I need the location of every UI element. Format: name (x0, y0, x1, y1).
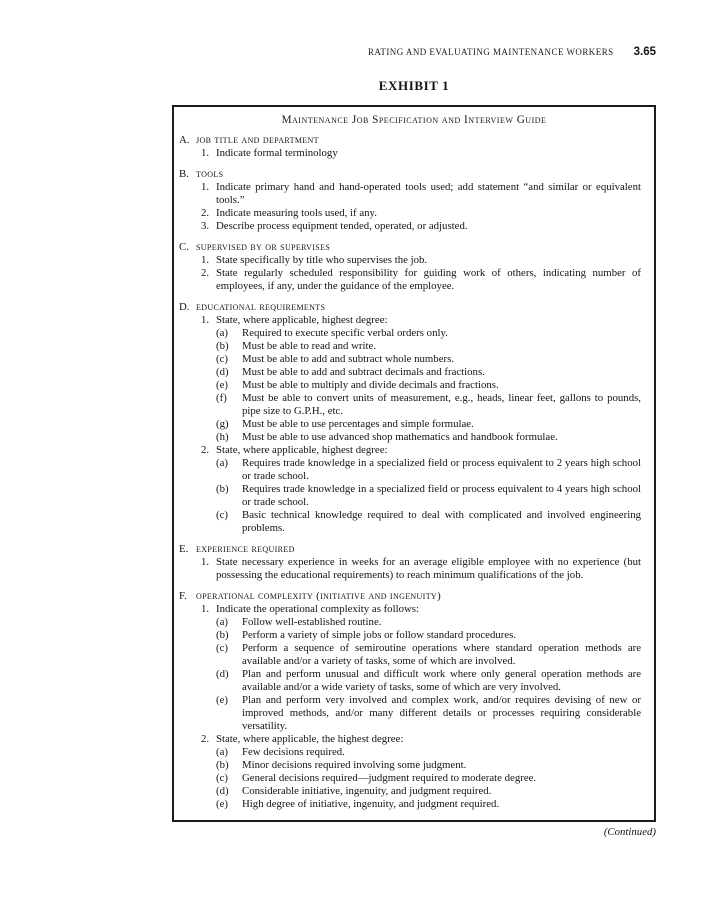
page-content (172, 46, 656, 838)
section (174, 241, 641, 293)
section (174, 590, 641, 811)
page-number: 3.65 (633, 46, 656, 58)
continued-note: (Continued) (603, 826, 656, 838)
section-title: supervised by or supervises (196, 241, 331, 253)
subitem-text: Must be able to add and subtract whole numbers. (242, 353, 454, 365)
subitem-label: (c) (216, 509, 228, 521)
subitem-label: (a) (216, 457, 228, 469)
item-text: State, where applicable, highest degree: (216, 314, 388, 326)
item-number: 1. (201, 181, 210, 193)
subitem-text: Plan and perform unusual and difficult work where only general operation methods are available and/or a wide variety of tasks, some of which are very involved. (242, 668, 641, 693)
running-head: RATING AND EVALUATING MAINTENANCE WORKERS (367, 47, 614, 57)
subitem-label: (c) (216, 642, 228, 654)
subitem-label: (d) (216, 668, 229, 680)
item-number: 1. (201, 556, 210, 568)
subitem-text: Perform a variety of simple jobs or follow standard procedures. (242, 629, 517, 641)
subitem-text: Basic technical knowledge required to deal with complicated and involved engineering problems. (242, 509, 641, 534)
item-text: Indicate measuring tools used, if any. (216, 207, 377, 219)
numbered-item (174, 181, 641, 207)
numbered-item (174, 207, 641, 220)
subitem-label: (c) (216, 772, 228, 784)
lettered-subitem (216, 772, 641, 785)
lettered-subitem (216, 366, 641, 379)
item-number: 2. (201, 444, 210, 456)
subitem-label: (b) (216, 340, 229, 352)
section (174, 168, 641, 233)
lettered-subitem (216, 392, 641, 418)
item-text: State regularly scheduled responsibility for guiding work of others, indicating number of employees, if any, under the guidance of the employee. (216, 267, 641, 292)
exhibit-box (172, 105, 656, 822)
item-text: State, where applicable, highest degree: (216, 444, 388, 456)
section-title: job title and department (196, 134, 319, 146)
subitem-text: Must be able to convert units of measurement, e.g., heads, linear feet, gallons to pounds, pipe size to G.P.H., etc. (242, 392, 641, 417)
exhibit-box-title: Maintenance Job Specification and Interview Guide (281, 114, 547, 126)
section-header (174, 241, 641, 254)
subitem-text: Must be able to use percentages and simple formulae. (242, 418, 474, 430)
subitem-text: Must be able to read and write. (242, 340, 377, 352)
subitem-label: (c) (216, 353, 228, 365)
section-header (174, 543, 641, 556)
section (174, 134, 641, 160)
item-number: 2. (201, 207, 210, 219)
lettered-subitem (216, 340, 641, 353)
subitem-label: (e) (216, 798, 228, 810)
subitem-text: General decisions required—judgment required to moderate degree. (242, 772, 537, 784)
item-text: Indicate formal terminology (216, 147, 338, 159)
item-text: Describe process equipment tended, operated, or adjusted. (216, 220, 468, 232)
lettered-subitem (216, 785, 641, 798)
lettered-subitem (216, 629, 641, 642)
section-title: operational complexity (initiative and ingenuity) (196, 590, 442, 602)
item-text: State necessary experience in weeks for an average eligible employee with no experience (but possessing the educational requirements) to reach minimum qualifications of the job. (216, 556, 641, 581)
lettered-subitem (216, 759, 641, 772)
item-number: 2. (201, 733, 210, 745)
numbered-item (174, 314, 641, 444)
lettered-subitem (216, 798, 641, 811)
section-letter: F. (179, 590, 187, 602)
subitem-label: (a) (216, 327, 228, 339)
numbered-item (174, 267, 641, 293)
subitem-label: (b) (216, 759, 229, 771)
section (174, 301, 641, 535)
lettered-subitem (216, 327, 641, 340)
item-text: Indicate the operational complexity as follows: (216, 603, 419, 615)
subitem-label: (d) (216, 785, 229, 797)
section-letter: E. (179, 543, 189, 555)
subitem-text: Follow well-established routine. (242, 616, 382, 628)
lettered-subitem (216, 353, 641, 366)
subitem-text: Must be able to multiply and divide decimals and fractions. (242, 379, 499, 391)
subitem-text: Required to execute specific verbal orders only. (242, 327, 448, 339)
numbered-item (174, 603, 641, 733)
lettered-subitem (216, 616, 641, 629)
section-header (174, 134, 641, 147)
subitem-text: Must be able to use advanced shop mathematics and handbook formulae. (242, 431, 558, 443)
item-number: 3. (201, 220, 210, 232)
subitem-text: Considerable initiative, ingenuity, and judgment required. (242, 785, 492, 797)
numbered-item (174, 254, 641, 267)
subitem-label: (e) (216, 694, 228, 706)
subitem-label: (a) (216, 616, 228, 628)
section (174, 543, 641, 582)
subitem-text: Plan and perform very involved and complex work, and/or requires devising of new or improved methods, and/or many different details or processes requiring considerable versatility. (242, 694, 641, 732)
subitem-label: (b) (216, 483, 229, 495)
item-number: 1. (201, 603, 210, 615)
lettered-subitem (216, 642, 641, 668)
running-head-row (172, 46, 656, 58)
subitem-label: (b) (216, 629, 229, 641)
lettered-subitem (216, 431, 641, 444)
item-text: State specifically by title who supervises the job. (216, 254, 428, 266)
subitem-text: Few decisions required. (242, 746, 345, 758)
section-letter: D. (179, 301, 190, 313)
subitem-label: (f) (216, 392, 227, 404)
subitem-text: Requires trade knowledge in a specialized field or process equivalent to 2 years high school or trade school. (242, 457, 641, 482)
section-header (174, 168, 641, 181)
section-letter: A. (179, 134, 190, 146)
subitem-text: Must be able to add and subtract decimals and fractions. (242, 366, 485, 378)
numbered-item (174, 733, 641, 811)
numbered-item (174, 556, 641, 582)
lettered-subitem (216, 668, 641, 694)
lettered-subitem (216, 509, 641, 535)
section-title: tools (196, 168, 224, 180)
subitem-text: Minor decisions required involving some judgment. (242, 759, 467, 771)
subitem-label: (a) (216, 746, 228, 758)
subitem-text: Requires trade knowledge in a specialized field or process equivalent to 4 years high school or trade school. (242, 483, 641, 508)
section-title: experience required (196, 543, 295, 555)
item-number: 1. (201, 314, 210, 326)
numbered-item (174, 444, 641, 535)
lettered-subitem (216, 694, 641, 733)
lettered-subitem (216, 483, 641, 509)
lettered-subitem (216, 746, 641, 759)
lettered-subitem (216, 418, 641, 431)
section-letter: B. (179, 168, 189, 180)
section-letter: C. (179, 241, 189, 253)
subitem-text: High degree of initiative, ingenuity, and judgment required. (242, 798, 500, 810)
item-text: State, where applicable, the highest degree: (216, 733, 404, 745)
section-header (174, 301, 641, 314)
section-header (174, 590, 641, 603)
item-number: 1. (201, 254, 210, 266)
subitem-label: (g) (216, 418, 229, 430)
subitem-label: (d) (216, 366, 229, 378)
numbered-item (174, 220, 641, 233)
lettered-subitem (216, 457, 641, 483)
item-number: 1. (201, 147, 210, 159)
subitem-label: (h) (216, 431, 229, 443)
item-text: Indicate primary hand and hand-operated tools used; add statement “and similar or equivalent tools.” (216, 181, 641, 206)
section-title: educational requirements (196, 301, 326, 313)
sections-container (174, 134, 641, 811)
numbered-item (174, 147, 641, 160)
lettered-subitem (216, 379, 641, 392)
item-number: 2. (201, 267, 210, 279)
subitem-label: (e) (216, 379, 228, 391)
exhibit-title: EXHIBIT 1 (378, 78, 450, 93)
subitem-text: Perform a sequence of semiroutine operations where standard operation methods are available and/or a variety of tasks, some of which are involved. (242, 642, 641, 667)
